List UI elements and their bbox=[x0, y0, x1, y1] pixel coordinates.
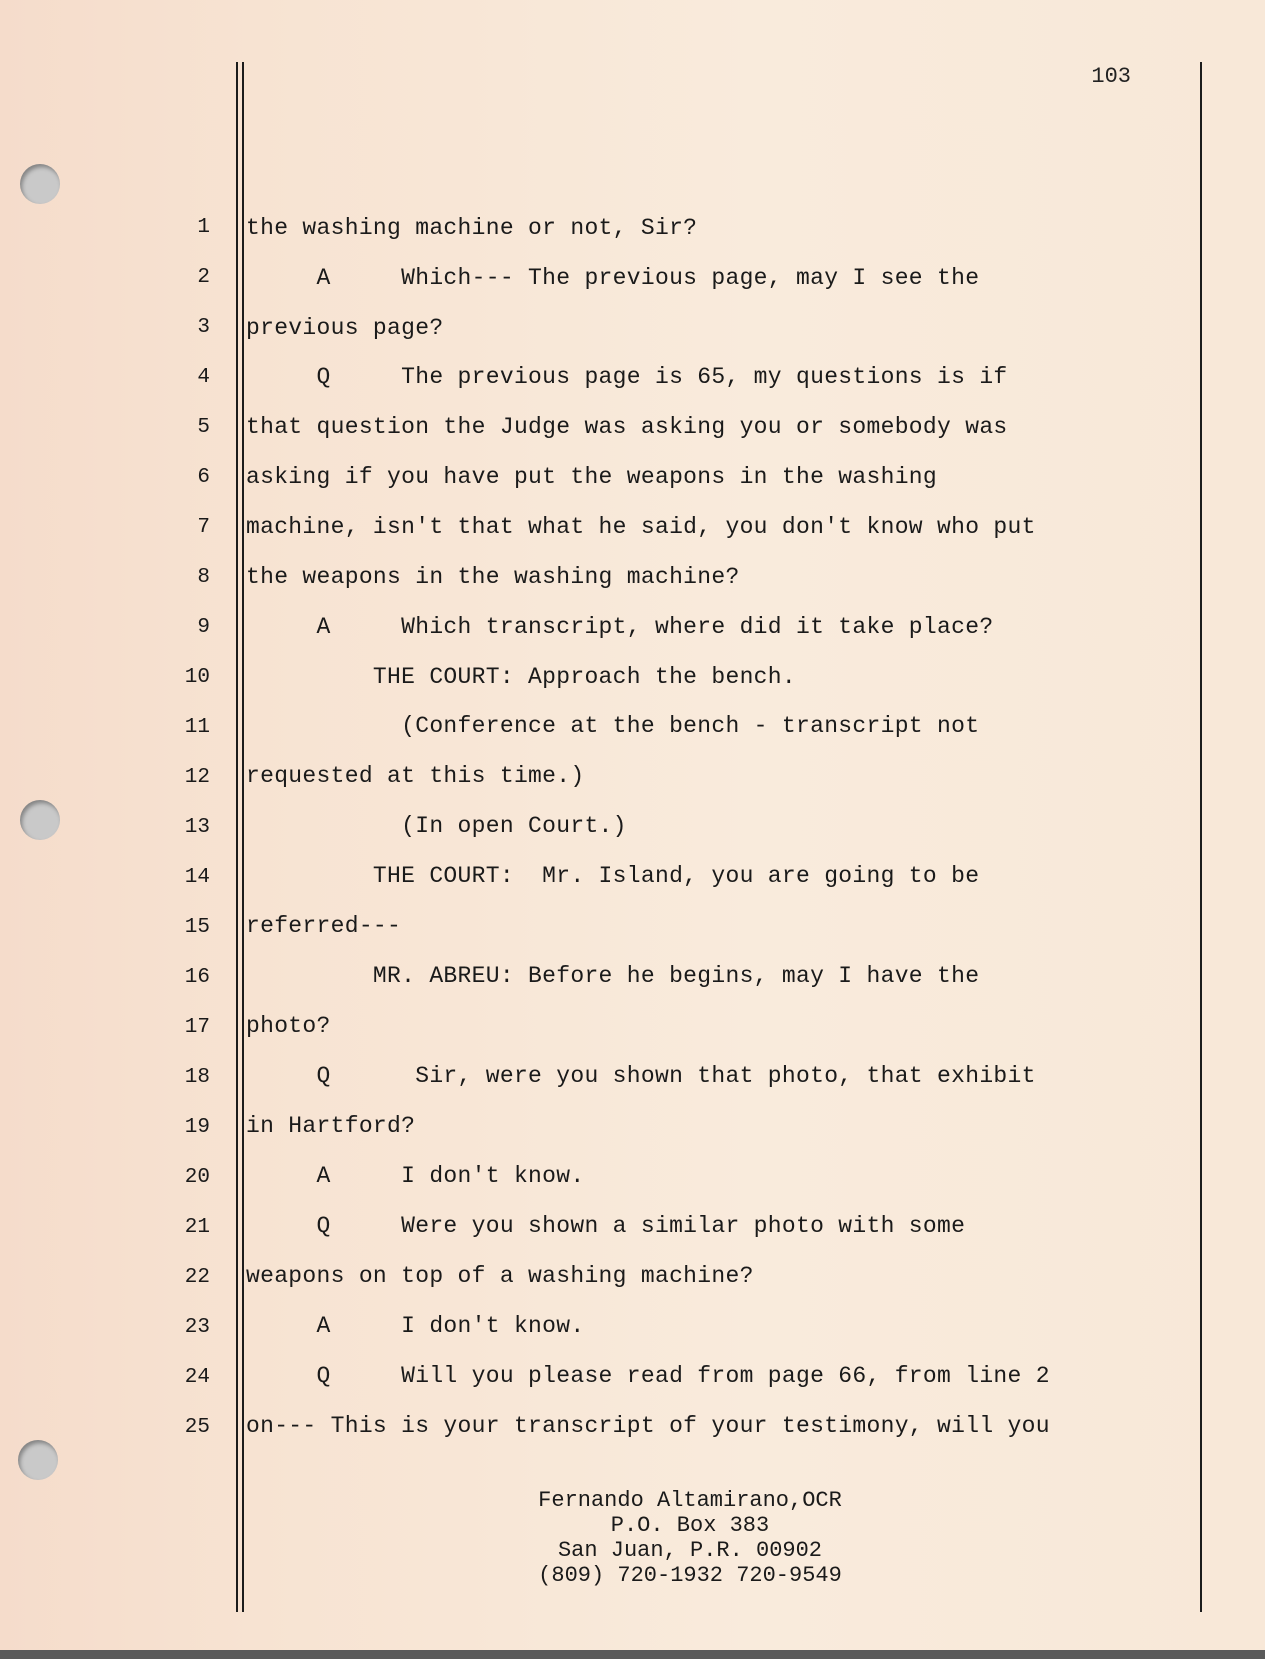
binder-hole bbox=[18, 1440, 58, 1480]
line-17-number: 17 bbox=[184, 1016, 210, 1039]
right-margin-rule bbox=[1200, 62, 1202, 1612]
left-margin-rule bbox=[242, 62, 244, 1612]
line-14-number: 14 bbox=[184, 866, 210, 889]
reporter-phone: (809) 720-1932 720-9549 bbox=[538, 1563, 842, 1588]
line-9-text: A Which transcript, where did it take place? bbox=[246, 614, 994, 640]
line-11-text: (Conference at the bench - transcript not bbox=[246, 713, 980, 739]
reporter-name: Fernando Altamirano,OCR bbox=[538, 1488, 842, 1513]
line-23-number: 23 bbox=[184, 1316, 210, 1339]
line-21-text: Q Were you shown a similar photo with some bbox=[246, 1213, 966, 1239]
line-22-text: weapons on top of a washing machine? bbox=[246, 1263, 754, 1289]
line-14-text: THE COURT: Mr. Island, you are going to be bbox=[246, 863, 980, 889]
line-5-text: that question the Judge was asking you or somebody was bbox=[246, 414, 1008, 440]
line-1-number: 1 bbox=[197, 216, 210, 239]
line-13-number: 13 bbox=[184, 816, 210, 839]
line-16-number: 16 bbox=[184, 966, 210, 989]
line-16-text: MR. ABREU: Before he begins, may I have the bbox=[246, 963, 980, 989]
page-number: 103 bbox=[1091, 64, 1131, 89]
binder-hole bbox=[20, 164, 60, 204]
line-12-number: 12 bbox=[184, 766, 210, 789]
line-18-text: Q Sir, were you shown that photo, that exhibit bbox=[246, 1063, 1036, 1089]
reporter-po-box: P.O. Box 383 bbox=[610, 1513, 770, 1538]
line-13-text: (In open Court.) bbox=[246, 813, 627, 839]
line-12-text: requested at this time.) bbox=[246, 763, 585, 789]
line-3-number: 3 bbox=[197, 316, 210, 339]
reporter-footer bbox=[420, 1488, 960, 1588]
line-23-text: A I don't know. bbox=[246, 1313, 585, 1339]
line-20-number: 20 bbox=[184, 1166, 210, 1189]
binder-hole bbox=[20, 800, 60, 840]
line-17-text: photo? bbox=[246, 1013, 331, 1039]
line-7-text: machine, isn't that what he said, you don't know who put bbox=[246, 514, 1036, 540]
line-25-number: 25 bbox=[184, 1416, 210, 1439]
reporter-city: San Juan, P.R. 00902 bbox=[557, 1538, 823, 1563]
line-5-number: 5 bbox=[197, 416, 210, 439]
line-8-text: the weapons in the washing machine? bbox=[246, 564, 740, 590]
line-24-text: Q Will you please read from page 66, from line 2 bbox=[246, 1363, 1050, 1389]
line-6-number: 6 bbox=[197, 466, 210, 489]
line-2-number: 2 bbox=[197, 266, 210, 289]
line-15-number: 15 bbox=[184, 916, 210, 939]
line-2-text: A Which--- The previous page, may I see the bbox=[246, 265, 980, 291]
line-3-text: previous page? bbox=[246, 315, 444, 341]
line-9-number: 9 bbox=[197, 616, 210, 639]
line-15-text: referred--- bbox=[246, 913, 402, 939]
line-1-text: the washing machine or not, Sir? bbox=[246, 215, 698, 241]
left-margin-rule bbox=[236, 62, 238, 1612]
line-10-text: THE COURT: Approach the bench. bbox=[246, 664, 796, 690]
line-19-number: 19 bbox=[184, 1116, 210, 1139]
line-8-number: 8 bbox=[197, 566, 210, 589]
line-7-number: 7 bbox=[197, 516, 210, 539]
line-11-number: 11 bbox=[184, 716, 210, 739]
line-20-text: A I don't know. bbox=[246, 1163, 585, 1189]
line-22-number: 22 bbox=[184, 1266, 210, 1289]
line-18-number: 18 bbox=[184, 1066, 210, 1089]
line-21-number: 21 bbox=[184, 1216, 210, 1239]
line-6-text: asking if you have put the weapons in the washing bbox=[246, 464, 938, 490]
line-4-text: Q The previous page is 65, my questions is if bbox=[246, 364, 1008, 390]
line-19-text: in Hartford? bbox=[246, 1113, 416, 1139]
line-4-number: 4 bbox=[197, 366, 210, 389]
line-10-number: 10 bbox=[184, 666, 210, 689]
line-24-number: 24 bbox=[184, 1366, 210, 1389]
line-25-text: on--- This is your transcript of your testimony, will you bbox=[246, 1413, 1050, 1439]
